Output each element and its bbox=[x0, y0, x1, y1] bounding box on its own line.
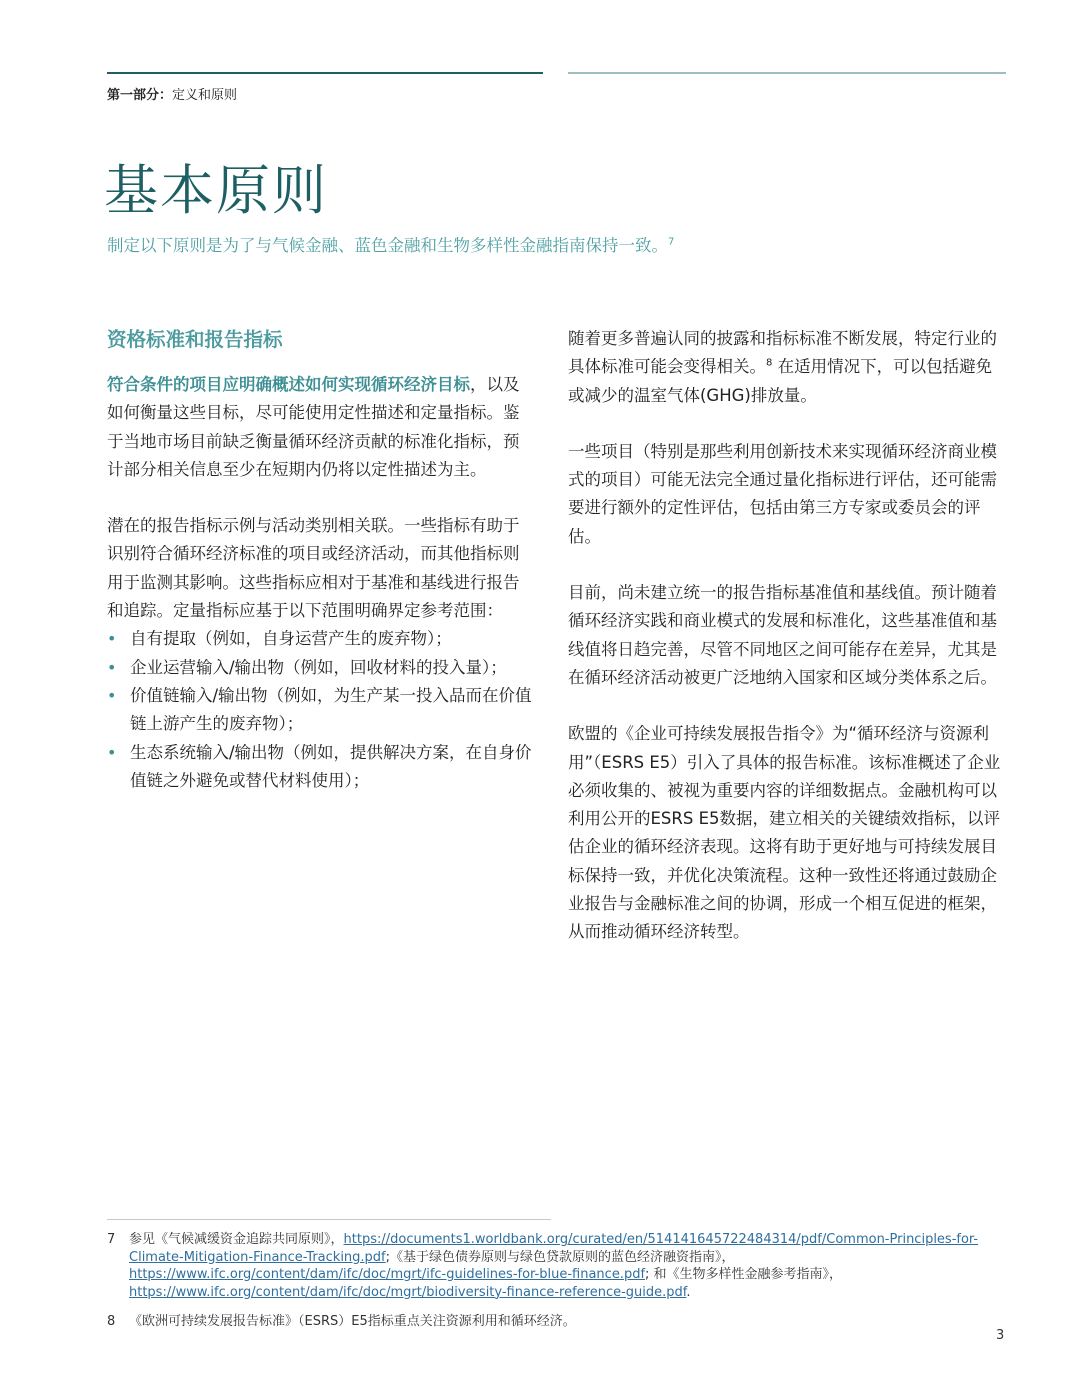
footnote-ref-7[interactable]: 7 bbox=[668, 236, 675, 248]
footnote-link-blue[interactable]: https://www.ifc.org/content/dam/ifc/doc/mgrt/ifc-guidelines-for-blue-finance.pdf bbox=[129, 1267, 646, 1282]
standards-text-a: 随着更多普遍认同的披露和指标标准不断发展，特定行业的具体标准可能会变得相关。 bbox=[568, 329, 997, 377]
bullet-icon: • bbox=[107, 685, 117, 705]
list-item bbox=[107, 654, 532, 682]
qualitative-paragraph: 一些项目（特别是那些利用创新技术来实现循环经济商业模式的项目）可能无法完全通过量化指标进行评估，还可能需要进行额外的定性评估，包括由第三方专家或委员会的评估。 bbox=[568, 441, 997, 546]
section-heading: 资格标准和报告指标 bbox=[107, 328, 283, 351]
part-label: 第一部分： bbox=[107, 88, 173, 103]
standards-paragraph bbox=[568, 325, 1002, 410]
intro-sentence: 制定以下原则是为了与气候金融、蓝色金融和生物多样性金融指南保持一致。 bbox=[107, 236, 668, 255]
right-column bbox=[568, 325, 1002, 947]
list-item-text: 生态系统输入/输出物（例如，提供解决方案，在自身价值链之外避免或替代材料使用）； bbox=[130, 742, 532, 790]
eligibility-paragraph bbox=[107, 371, 532, 484]
footnote-divider bbox=[107, 1219, 551, 1220]
baseline-paragraph: 目前，尚未建立统一的报告指标基准值和基线值。预计随着循环经济实践和商业模式的发展和标准化，这些基准值和基线值将日趋完善，尽管不同地区之间可能存在差异，尤其是在循环经济活动被更广泛地纳入国家和区域分类体系之后。 bbox=[568, 583, 997, 687]
footnote-7 bbox=[107, 1231, 1007, 1301]
list-item-text: 企业运营输入/输出物（例如，回收材料的投入量）； bbox=[130, 657, 507, 677]
bullet-icon: • bbox=[107, 629, 117, 649]
header-rule-left bbox=[107, 72, 543, 74]
footnote-link-climate[interactable]: https://documents1.worldbank.org/curated/en/514141645722484314/pdf/Common-Principles-for-Climate-Mitigation-Finance-Tracking.pdf bbox=[129, 1232, 979, 1265]
header-rule-right bbox=[568, 72, 1006, 74]
bullet-icon: • bbox=[107, 742, 117, 762]
esrs-paragraph: 欧盟的《企业可持续发展报告指令》为“循环经济与资源利用”（ESRS E5）引入了具体的报告标准。该标准概述了企业必须收集的、被视为重要内容的详细数据点。金融机构可以利用公开的ESRS E5数据，建立相关的关键绩效指标，以评估企业的循环经济表现。这将有助于更好地与可持续发展目标保持一致，并优化决策流程。这种一致性还将通过鼓励企业报告与金融标准之间的协调，形成一个相互促进的框架，从而推动循环经济转型。 bbox=[568, 724, 1001, 942]
footnote-number: 8 bbox=[107, 1314, 116, 1329]
footnote-text: . bbox=[686, 1284, 691, 1300]
eligibility-lead: 符合条件的项目应明确概述如何实现循环经济目标 bbox=[107, 375, 470, 394]
left-column bbox=[107, 325, 532, 795]
footnote-text: 《欧洲可持续发展报告标准》（ESRS）E5指标重点关注资源利用和循环经济。 bbox=[129, 1314, 576, 1329]
section-label bbox=[107, 84, 237, 103]
list-item-text: 自有提取（例如，自身运营产生的废弃物）； bbox=[130, 629, 452, 649]
standards-text-b: 在适用情况下，可以包括避免或减少的温室气体(GHG)排放量。 bbox=[568, 357, 993, 405]
page-number: 3 bbox=[996, 1328, 1005, 1343]
list-item bbox=[107, 739, 532, 796]
list-item bbox=[107, 625, 532, 653]
footnote-text: ; 和《生物多样性金融参考指南》， bbox=[645, 1267, 843, 1282]
footnote-text: ;《基于绿色债券原则与绿色贷款原则的蓝色经济融资指南》， bbox=[385, 1249, 735, 1265]
footnote-number: 7 bbox=[107, 1232, 116, 1247]
footnote-link-biodiversity[interactable]: https://www.ifc.org/content/dam/ifc/doc/mgrt/biodiversity-finance-reference-guide.pdf bbox=[129, 1284, 687, 1300]
footnote-ref-8[interactable]: 8 bbox=[766, 357, 773, 369]
footnotes bbox=[107, 1231, 1007, 1343]
page-title: 基本原则 bbox=[104, 159, 328, 222]
footnote-text: 参见《气候减缓资金追踪共同原则》， bbox=[129, 1232, 344, 1247]
intro-text bbox=[107, 232, 674, 256]
list-item bbox=[107, 682, 532, 739]
part-title: 定义和原则 bbox=[172, 88, 238, 103]
list-item-text: 价值链输入/输出物（例如，为生产某一投入品而在价值链上游产生的废弃物）； bbox=[130, 685, 532, 734]
scope-list bbox=[107, 625, 532, 795]
indicators-paragraph: 潜在的报告指标示例与活动类别相关联。一些指标有助于识别符合循环经济标准的项目或经济活动，而其他指标则用于监测其影响。这些指标应相对于基准和基线进行报告和追踪。定量指标应基于以下范围明确界定参考范围： bbox=[107, 516, 520, 621]
bullet-icon: • bbox=[107, 657, 117, 677]
eligibility-rest: ，以及如何衡量这些目标，尽可能使用定性描述和定量指标。鉴于当地市场目前缺乏衡量循环经济贡献的标准化指标，预计部分相关信息至少在短期内仍将以定性描述为主。 bbox=[107, 375, 520, 479]
footnote-8 bbox=[107, 1313, 1007, 1331]
